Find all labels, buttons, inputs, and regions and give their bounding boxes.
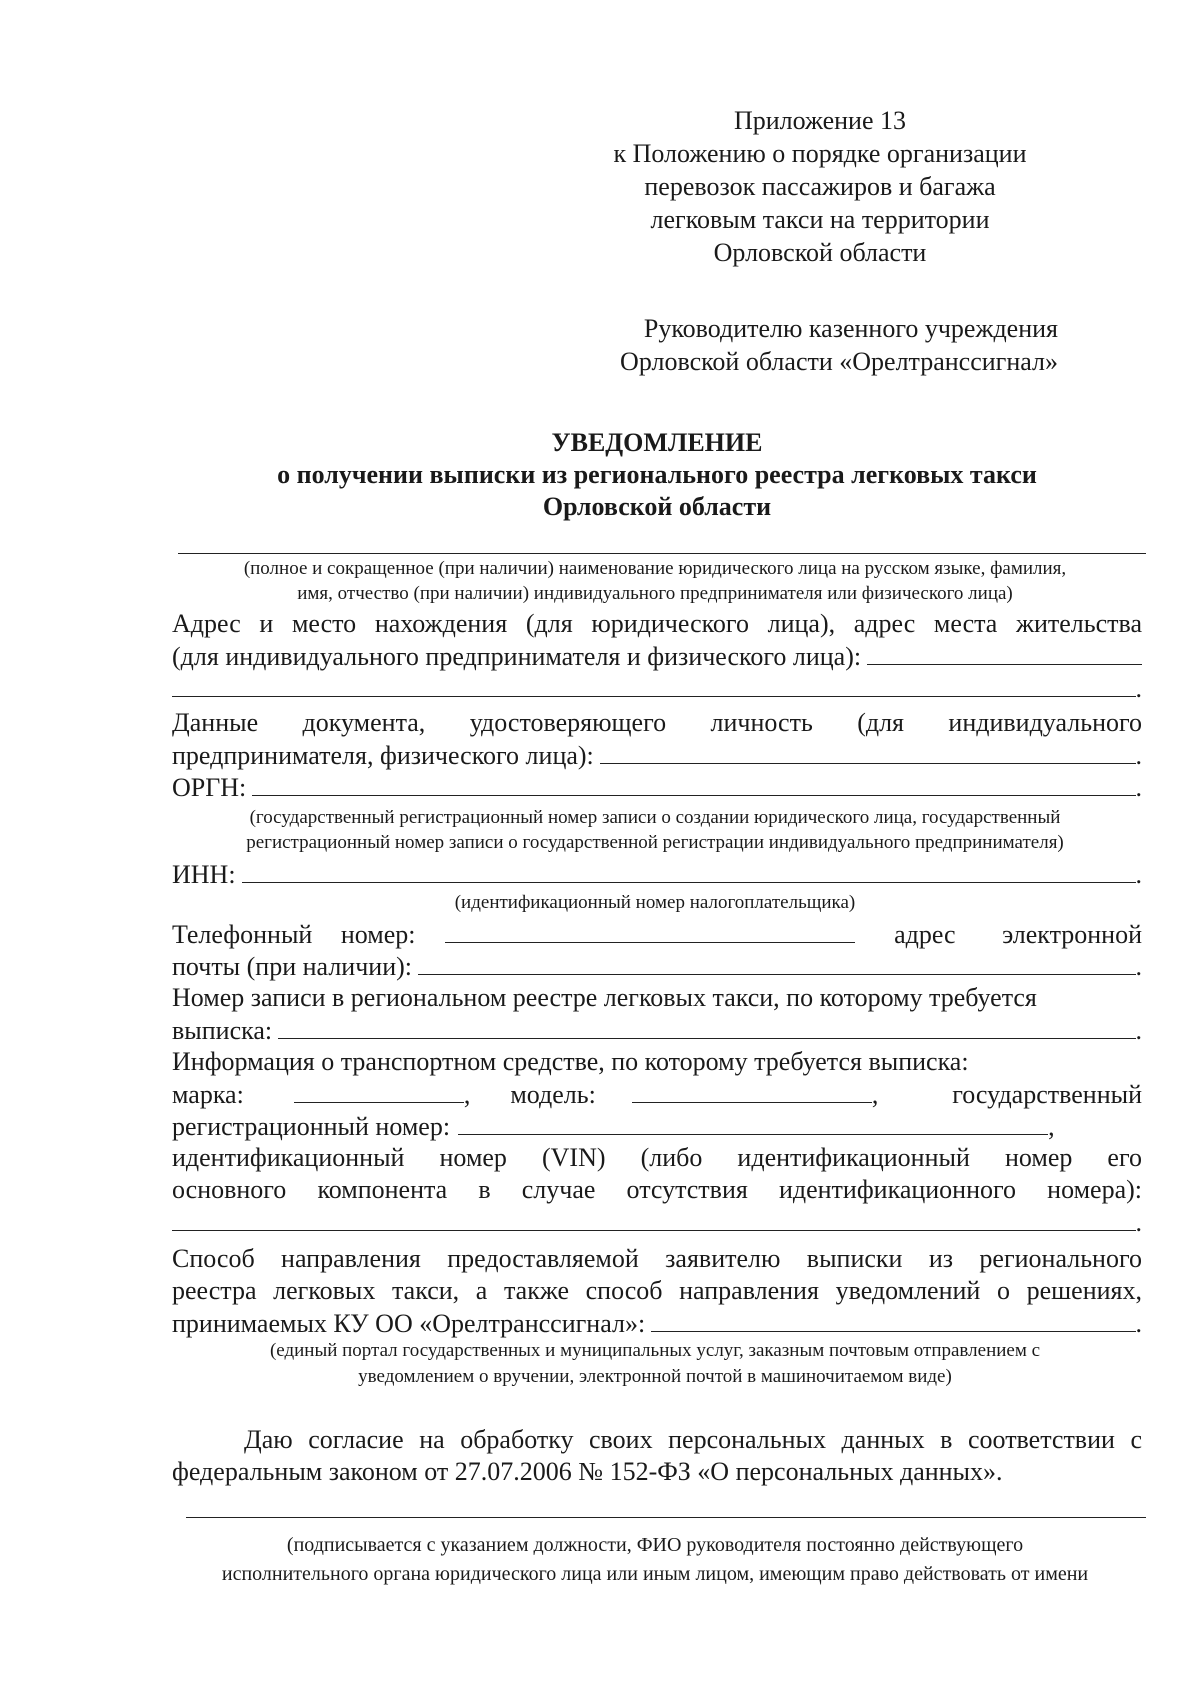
model-label: модель: [510, 1080, 596, 1109]
period: . [1135, 1309, 1142, 1338]
appendix-line: перевозок пассажиров и багажа [644, 172, 996, 201]
record-field[interactable] [278, 1014, 1135, 1039]
address-field-continued[interactable] [172, 672, 1136, 697]
ogrn-hint: регистрационный номер записи о государственной регистрации индивидуального предпринимателя) [246, 832, 1064, 853]
addressee-block [610, 312, 1058, 378]
vin-label: основного компонента в случае отсутствия идентификационного номера): [172, 1175, 1142, 1204]
document-subtitle: о получении выписки из регионального реестра легковых такси [277, 460, 1037, 489]
name-hint: (полное и сокращенное (при наличии) наименование юридического лица на русском языке, фамилия, [243, 558, 1067, 579]
appendix-block [610, 104, 1030, 269]
inn-field[interactable] [242, 858, 1136, 883]
phone-row [172, 918, 1142, 951]
period: . [1135, 952, 1142, 981]
period: . [1135, 741, 1142, 770]
addressee-line: Руководителю казенного учреждения [643, 314, 1058, 343]
phone-label: Телефонный номер: [172, 920, 416, 949]
ogrn-row [172, 771, 1142, 804]
method-field[interactable] [651, 1307, 1135, 1332]
ogrn-field[interactable] [252, 771, 1135, 796]
appendix-line: Приложение 13 [733, 106, 907, 135]
id-document-label: предпринимателя, физического лица): [172, 741, 594, 770]
appendix-line: легковым такси на территории [650, 205, 990, 234]
record-label: выписка: [172, 1016, 273, 1045]
name-hint: имя, отчество (при наличии) индивидуального предпринимателя или физического лица) [297, 583, 1013, 604]
period: . [1135, 860, 1142, 889]
email-label: почты (при наличии): [172, 952, 412, 981]
method-label: Способ направления предоставляемой заявителю выписки из регионального [172, 1244, 1142, 1273]
signature-hint: (подписывается с указанием должности, ФИО руководителя постоянно действующего [286, 1534, 1024, 1556]
signature-hint: исполнительного органа юридического лица или иным лицом, имеющим право действовать от имени [221, 1563, 1089, 1585]
appendix-line: к Положению о порядке организации [613, 139, 1027, 168]
vehicle-label: Информация о транспортном средстве, по которому требуется выписка: [172, 1047, 969, 1076]
gov-label: государственный [952, 1080, 1142, 1109]
model-field[interactable] [632, 1078, 872, 1103]
reg-number-field[interactable] [458, 1110, 1048, 1135]
ogrn-label: ОРГН: [172, 773, 247, 802]
inn-row [172, 858, 1142, 891]
address-row-2 [172, 672, 1142, 705]
email-label: адрес электронной [894, 920, 1142, 949]
vin-field[interactable] [172, 1206, 1136, 1231]
id-document-label: Данные документа, удостоверяющего личность (для индивидуального [172, 708, 1142, 737]
method-hint: уведомлением о вручении, электронной почтой в машиночитаемом виде) [358, 1366, 952, 1387]
consent-text: федеральным законом от 27.07.2006 № 152-ФЗ «О персональных данных». [172, 1457, 1003, 1486]
record-row [172, 1014, 1142, 1047]
id-document-field[interactable] [600, 739, 1136, 764]
address-field[interactable] [867, 640, 1142, 665]
address-label: (для индивидуального предпринимателя и физического лица): [172, 642, 862, 671]
reg-number-label: регистрационный номер: [172, 1112, 451, 1141]
email-row [172, 950, 1142, 983]
period: . [1135, 1016, 1142, 1045]
method-row [172, 1307, 1142, 1340]
vin-row [172, 1206, 1142, 1239]
consent-text: Даю согласие на обработку своих персональных данных в соответствии с [244, 1425, 1142, 1454]
inn-hint: (идентификационный номер налогоплательщика) [454, 892, 856, 913]
email-field[interactable] [418, 950, 1136, 975]
method-hint: (единый портал государственных и муниципальных услуг, заказным почтовым отправлением с [269, 1340, 1041, 1361]
document-subtitle-region: Орловской области [542, 492, 772, 521]
ogrn-hint: (государственный регистрационный номер записи о создании юридического лица, государственный [249, 807, 1061, 828]
period: . [1135, 674, 1142, 703]
vin-label: идентификационный номер (VIN) (либо идентификационный номер его [172, 1143, 1142, 1172]
reg-number-row: регистрационный номер: , [172, 1112, 1055, 1141]
name-field-line[interactable] [178, 553, 1146, 554]
signature-line[interactable] [186, 1517, 1146, 1518]
addressee-line: Орловской области «Орелтранссигнал» [620, 347, 1058, 376]
period: . [1135, 773, 1142, 802]
method-label: принимаемых КУ ОО «Орелтранссигнал»: [172, 1309, 646, 1338]
id-document-row [172, 739, 1142, 772]
appendix-line: Орловской области [713, 238, 927, 267]
brand-label: марка: [172, 1080, 244, 1109]
vehicle-row: марка: , модель: , государственный [172, 1080, 1142, 1109]
address-row [172, 640, 1142, 673]
record-label: Номер записи в региональном реестре легковых такси, по которому требуется [172, 983, 1037, 1012]
period: . [1135, 1208, 1142, 1237]
method-label: реестра легковых такси, а также способ направления уведомлений о решениях, [172, 1276, 1142, 1305]
address-label: Адрес и место нахождения (для юридического лица), адрес места жительства [172, 609, 1142, 638]
document-title: УВЕДОМЛЕНИЕ [551, 428, 763, 457]
inn-label: ИНН: [172, 860, 236, 889]
phone-field[interactable] [445, 918, 855, 943]
brand-field[interactable] [294, 1078, 464, 1103]
